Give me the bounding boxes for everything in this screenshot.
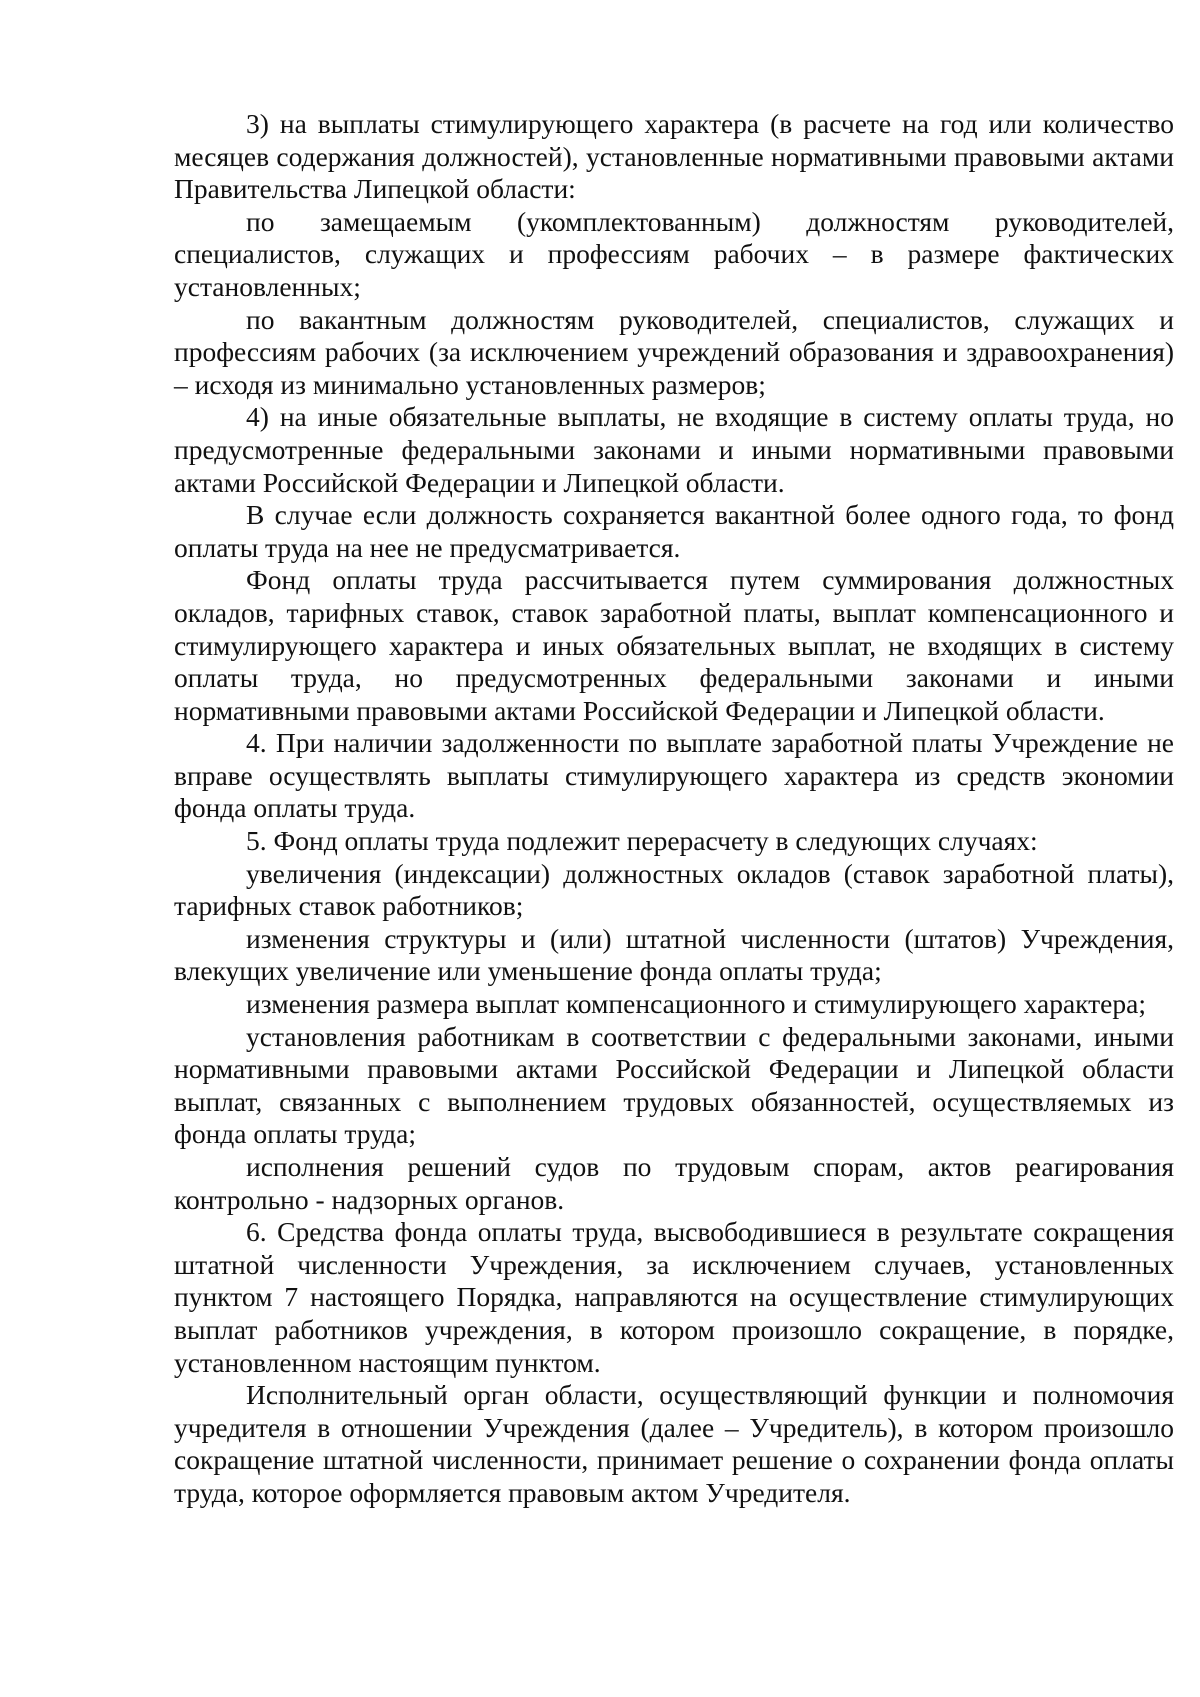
- paragraph-filled-positions: по замещаемым (укомплектованным) должностям руководителей, специалистов, служащих и профессиям рабочих – в размере фактических установленных;: [174, 205, 1174, 302]
- paragraph-case-court-decisions: исполнения решений судов по трудовым спорам, актов реагирования контрольно - надзорных органов.: [174, 1151, 1174, 1215]
- paragraph-founder-decision: Исполнительный орган области, осуществляющий функции и полномочия учредителя в отношении Учреждения (далее – Учредитель), в котором произошло сокращение штатной численности, принимает решение о сохранении фонда оплаты труда, которое оформляется правовым актом Учредителя.: [174, 1379, 1174, 1508]
- paragraph-vacant-over-year: В случае если должность сохраняется вакантной более одного года, то фонд оплаты труда на нее не предусматривается.: [174, 499, 1174, 563]
- paragraph-case-payment-size-change: изменения размера выплат компенсационного и стимулирующего характера;: [246, 988, 1146, 1020]
- document-page: [174, 108, 1174, 1510]
- paragraph-vacant-positions: по вакантным должностям руководителей, специалистов, служащих и профессиям рабочих (за исключением учреждений образования и здравоохранения) – исходя из минимально установленных размеров;: [174, 303, 1174, 400]
- paragraph-item-4-other-payments: 4) на иные обязательные выплаты, не входящие в систему оплаты труда, но предусмотренные федеральными законами и иными нормативными правовыми актами Российской Федерации и Липецкой области.: [174, 401, 1174, 498]
- paragraph-point-6-released-funds: 6. Средства фонда оплаты труда, высвободившиеся в результате сокращения штатной численности Учреждения, за исключением случаев, установленных пунктом 7 настоящего Порядка, направляются на осуществление стимулирующих выплат работников учреждения, в котором произошло сокращение, в порядке, установленном настоящим пунктом.: [174, 1216, 1174, 1378]
- paragraph-fund-calculation: Фонд оплаты труда рассчитывается путем суммирования должностных окладов, тарифных ставок, ставок заработной платы, выплат компенсационного и стимулирующего характера и иных обязательных выплат, не входящих в систему оплаты труда, но предусмотренных федеральными законами и иными нормативными правовыми актами Российской Федерации и Липецкой области.: [174, 564, 1174, 726]
- paragraph-case-structure-change: изменения структуры и (или) штатной численности (штатов) Учреждения, влекущих увеличение или уменьшение фонда оплаты труда;: [174, 922, 1174, 987]
- paragraph-point-5-recalculation: 5. Фонд оплаты труда подлежит перерасчету в следующих случаях:: [246, 825, 1038, 857]
- paragraph-case-indexation: увеличения (индексации) должностных окладов (ставок заработной платы), тарифных ставок работников;: [174, 857, 1174, 922]
- paragraph-case-new-payments: установления работникам в соответствии с федеральными законами, иными нормативными правовыми актами Российской Федерации и Липецкой области выплат, связанных с выполнением трудовых обязанностей, осуществляемых из фонда оплаты труда;: [174, 1020, 1174, 1150]
- paragraph-point-4-debt: 4. При наличии задолженности по выплате заработной платы Учреждение не вправе осуществлять выплаты стимулирующего характера из средств экономии фонда оплаты труда.: [174, 727, 1174, 824]
- paragraph-item-3-stimulating-payments: 3) на выплаты стимулирующего характера (в расчете на год или количество месяцев содержания должностей), установленные нормативными правовыми актами Правительства Липецкой области:: [174, 108, 1174, 205]
